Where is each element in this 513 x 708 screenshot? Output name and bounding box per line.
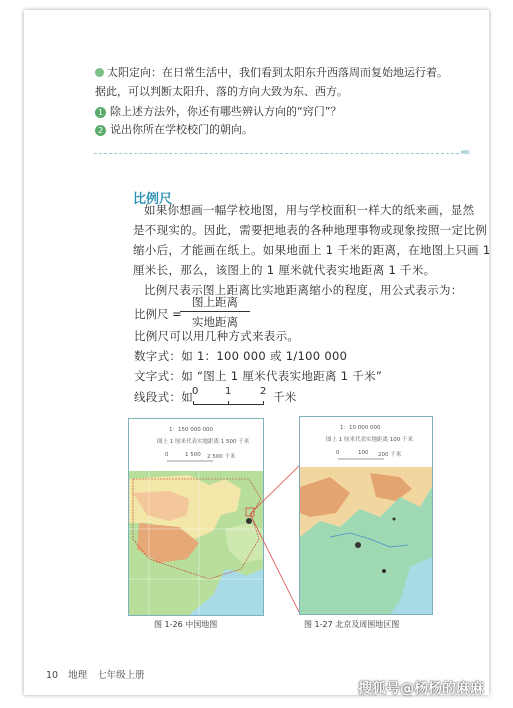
paragraph-line: 是不现实的。因此，需要把地表的各种地理事物或现象按照一定比例 [133,223,487,237]
formula-numerator: 图上距离 [180,294,250,312]
map2-scale-tick: 200 千米 [378,452,402,458]
map1-scale-tick: 1 500 [185,452,201,458]
paragraph-line: 如果你想画一幅学校地图，用与学校面积一样大的纸来画，显然 [144,203,475,217]
question-2-text: 说出你所在学校校门的朝向。 [110,123,253,136]
scale-unit: 千米 [273,390,297,404]
text-scale-example: 文字式：如 “图上 1 厘米代表实地距离 1 千米” [134,369,383,383]
question-number-badge: 1 [95,107,106,118]
footer-book: 七年级上册 [97,670,145,681]
map2-scale-text: 图上 1 厘米代表实地距离 100 千米 [326,437,413,443]
beijing-map-graphic [300,417,432,614]
numeric-scale-example: 数字式：如 1：100 000 或 1/100 000 [134,349,348,363]
scale-label-0: 0 [192,386,199,397]
scale-label-1: 1 [225,386,232,397]
beijing-map [299,416,433,615]
map1-caption: 图 1-26 中国地图 [154,620,218,629]
footer-subject: 地理 [68,670,88,681]
map2-scale-tick: 100 [358,450,369,456]
paragraph-line: 缩小后，才能画在纸上。如果地面上 1 千米的距离，在地图上只画 1 [133,243,491,257]
line-scale-label: 线段式：如 [134,390,193,404]
formula-lhs: 比例尺 = [134,307,182,321]
map2-scale-tick: 0 [336,450,340,456]
scale-label-2: 2 [260,386,267,397]
textbook-page [24,10,489,695]
question-1-text: 除上述方法外，你还有哪些辨认方向的“窍门”？ [110,105,342,118]
map1-scale-tick: 0 [165,452,169,458]
paragraph-line: 比例尺可以用几种方式来表示。 [134,329,300,343]
double-chevron-icon: «« [460,147,469,158]
formula-denominator: 实地距离 [192,315,238,329]
page-number: 10 [46,670,59,681]
map2-caption: 图 1-27 北京及周围地区图 [304,620,400,629]
intro-line-2: 据此，可以判断太阳升、落的方向大致为东、西方。 [95,85,348,98]
map1-scale-tick: 2 500 千米 [207,454,236,460]
intro-text-1: 太阳定向：在日常生活中，我们看到太阳东升西落周而复始地运行着。 [107,66,448,79]
watermark: 搜狐号@杨杨的麻麻 [358,681,484,697]
map1-scale-text: 图上 1 厘米代表实地距离 1 500 千米 [157,439,250,445]
page-footer [46,667,145,681]
question-number-badge: 2 [95,125,106,136]
map1-scale-ratio: 1：150 000 000 [169,427,213,433]
paragraph-line: 比例尺表示图上距离比实地距离缩小的程度，用公式表示为： [144,283,463,297]
section-title: 比例尺 [133,192,173,207]
map2-scale-ratio: 1：10 000 000 [340,425,381,431]
paragraph-line: 厘米长，那么，该图上的 1 厘米就代表实地距离 1 千米。 [133,263,436,277]
